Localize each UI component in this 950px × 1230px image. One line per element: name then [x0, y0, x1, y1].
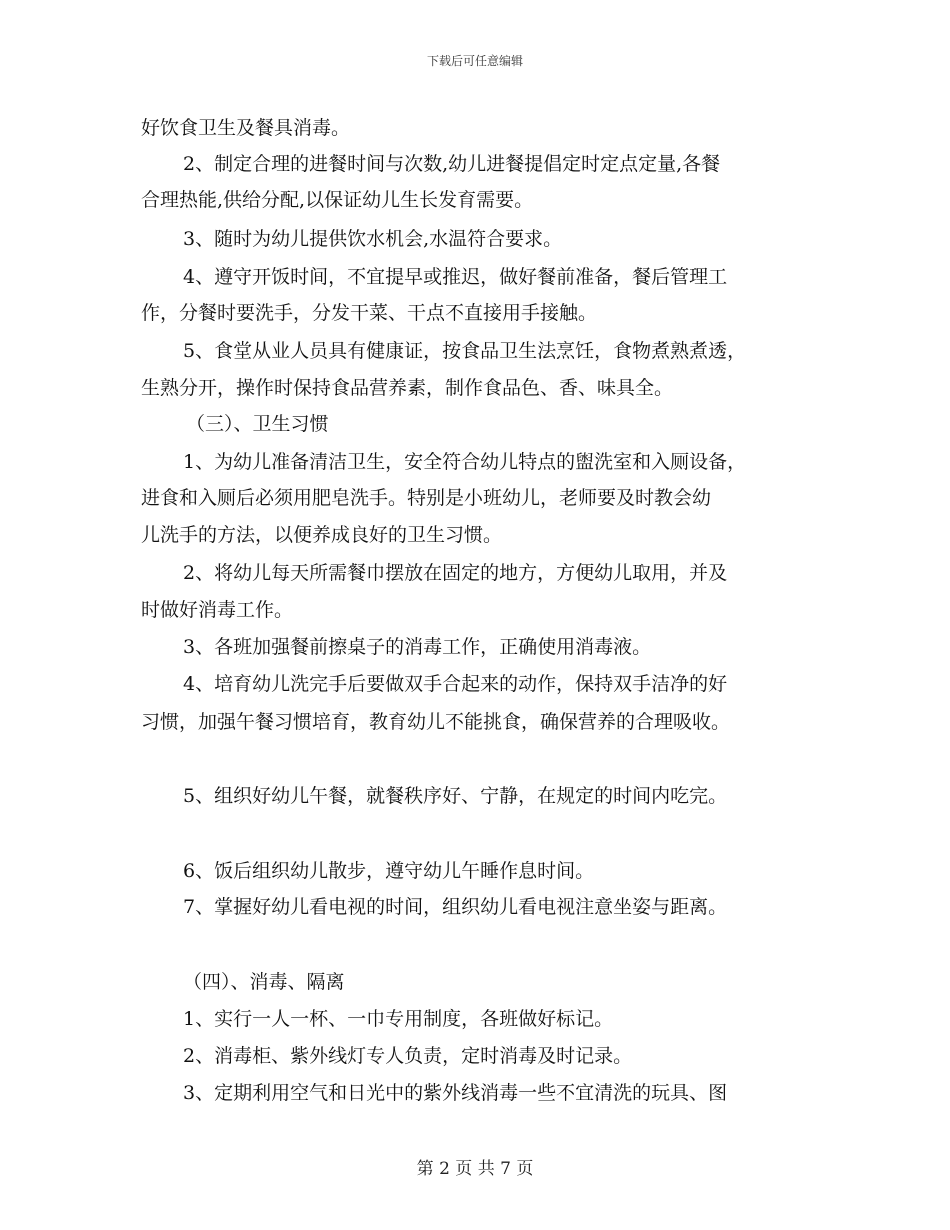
body-line: 5、食堂从业人员具有健康证，按食品卫生法烹饪，食物煮熟煮透， [183, 340, 747, 362]
section-heading: （四）、消毒、隔离 [183, 971, 345, 993]
body-line: 生熟分开，操作时保持食品营养素，制作食品色、香、味具全。 [141, 377, 674, 399]
body-line: 好饮食卫生及餐具消毒。 [141, 117, 351, 139]
body-line: 进食和入厕后必须用肥皂洗手。特别是小班幼儿，老师要及时教会幼 [141, 487, 712, 509]
body-line: 5、组织好幼儿午餐，就餐秩序好、宁静，在规定的时间内吃完。 [183, 785, 728, 807]
body-line: 儿洗手的方法，以便养成良好的卫生习惯。 [141, 524, 503, 546]
body-line: 2、将幼儿每天所需餐巾摆放在固定的地方，方便幼儿取用，并及 [183, 562, 728, 584]
header-note: 下载后可任意编辑 [426, 54, 523, 68]
body-line: 3、各班加强餐前擦桌子的消毒工作，正确使用消毒液。 [183, 636, 652, 658]
body-line: 7、掌握好幼儿看电视的时间，组织幼儿看电视注意坐姿与距离。 [183, 896, 728, 918]
body-line: 合理热能,供给分配,以保证幼儿生长发育需要。 [141, 189, 534, 211]
body-line: 4、遵守开饭时间，不宜提早或推迟，做好餐前准备，餐后管理工 [183, 266, 728, 288]
body-line: 3、随时为幼儿提供饮水机会,水温符合要求。 [183, 228, 563, 250]
body-line: 时做好消毒工作。 [141, 599, 294, 621]
body-line: 习惯，加强午餐习惯培育，教育幼儿不能挑食，确保营养的合理吸收。 [141, 711, 731, 733]
section-heading: （三）、卫生习惯 [186, 413, 329, 435]
body-line: 4、培育幼儿洗完手后要做双手合起来的动作，保持双手洁净的好 [183, 673, 728, 695]
body-line: 作，分餐时要洗手，分发干菜、干点不直接用手接触。 [141, 302, 598, 324]
page-number: 第 2 页 共 7 页 [416, 1159, 534, 1179]
body-line: 6、饭后组织幼儿散步，遵守幼儿午睡作息时间。 [183, 860, 595, 882]
body-line: 1、为幼儿准备清洁卫生，安全符合幼儿特点的盥洗室和入厕设备， [183, 451, 747, 473]
body-line: 1、实行一人一杯、一巾专用制度，各班做好标记。 [183, 1008, 614, 1030]
body-line: 3、定期利用空气和日光中的紫外线消毒一些不宜清洗的玩具、图 [183, 1082, 728, 1104]
body-line: 2、消毒柜、紫外线灯专人负责，定时消毒及时记录。 [183, 1045, 633, 1067]
body-line: 2、制定合理的进餐时间与次数,幼儿进餐提倡定时定点定量,各餐 [183, 153, 721, 175]
